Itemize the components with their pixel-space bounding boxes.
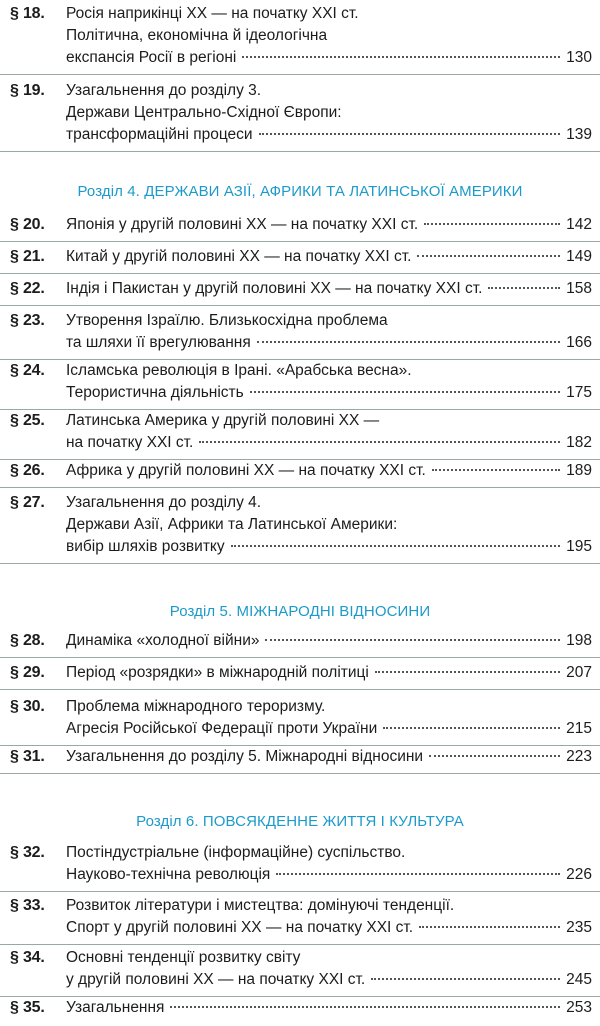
toc-entry[interactable] [0,410,600,460]
paragraph-number: § 23. [10,312,45,329]
entry-title-line: Узагальнення до розділу 3. [66,82,262,99]
paragraph-number: § 19. [10,82,45,99]
dot-leader [417,255,560,257]
paragraph-number: § 18. [10,5,45,22]
entry-last-line [66,746,592,768]
entry-title-line: Терористична діяльність [66,384,244,401]
entry-title [66,214,592,236]
entry-title [66,696,592,740]
page-number: 139 [566,126,592,143]
entry-last-line [66,662,592,684]
entry-title [66,895,592,939]
paragraph-number: § 34. [10,949,45,966]
paragraph-number: § 24. [10,362,45,379]
toc-entry[interactable] [0,746,600,774]
entry-last-line [66,124,592,146]
dot-leader [231,545,561,547]
section-number: Розділ 6. [136,813,199,830]
page-number: 142 [566,216,592,233]
toc-entry[interactable] [0,278,600,306]
toc-entry[interactable] [0,80,600,152]
entry-title [66,997,592,1019]
page-number: 149 [566,248,592,265]
paragraph-number: § 21. [10,248,45,265]
entry-title-line: Африка у другій половині XX — на початку XXI ст. [66,462,426,479]
entry-title-line: Науково-технічна революція [66,866,271,883]
dot-leader [276,873,560,875]
entry-title-line: Ісламська революція в Ірані. «Арабська весна». [66,362,412,379]
toc-entry[interactable] [0,246,600,274]
entry-title [66,278,592,300]
entry-last-line [66,460,592,482]
entry-title-line: на початку XXI ст. [66,434,194,451]
entry-title-line: Держави Центрально-Східної Європи: [66,104,342,121]
entry-last-line [66,969,592,991]
dot-leader [371,978,560,980]
section-heading [0,181,600,203]
entry-title [66,842,592,886]
toc-entry[interactable] [0,895,600,945]
toc-entry[interactable] [0,3,600,75]
toc-entry[interactable] [0,662,600,690]
entry-title-line: Агресія Російської Федерації проти України [66,720,378,737]
dot-leader [250,391,560,393]
page-number: 223 [566,748,592,765]
entry-title-line: Узагальнення до розділу 4. [66,494,262,511]
entry-title-line: Основні тенденції розвитку світу [66,949,301,966]
dot-leader [259,133,561,135]
page-number: 189 [566,462,592,479]
entry-title-line: експансія Росії в регіоні [66,49,237,66]
entry-title-line: трансформаційні процеси [66,126,253,143]
section-heading [0,811,600,833]
page-number: 253 [566,999,592,1016]
entry-title-line: Японія у другій половині XX — на початку XXI ст. [66,216,419,233]
entry-title-line: Латинська Америка у другій половині XX — [66,412,380,429]
entry-last-line [66,382,592,404]
entry-title-line: Спорт у другій половині XX — на початку XXI ст. [66,919,414,936]
paragraph-number: § 31. [10,748,45,765]
entry-title-line: Узагальнення до розділу 5. Міжнародні відносини [66,748,424,765]
paragraph-number: § 29. [10,664,45,681]
entry-title-line: Період «розрядки» в міжнародній політиці [66,664,369,681]
page-number: 158 [566,280,592,297]
dot-leader [242,56,560,58]
toc-entry[interactable] [0,310,600,360]
toc-entry[interactable] [0,997,600,1024]
dot-leader [429,755,560,757]
entry-title-line: Утворення Ізраїлю. Близькосхідна проблема [66,312,388,329]
entry-title [66,492,592,558]
entry-title-line: Розвиток літератури і мистецтва: домінуючі тенденції. [66,897,455,914]
dot-leader [199,441,560,443]
paragraph-number: § 20. [10,216,45,233]
toc-entry[interactable] [0,842,600,892]
paragraph-number: § 26. [10,462,45,479]
entry-title [66,460,592,482]
paragraph-number: § 22. [10,280,45,297]
entry-title [66,310,592,354]
toc-entry[interactable] [0,947,600,997]
dot-leader [383,727,560,729]
entry-title [66,410,592,454]
section-number: Розділ 4. [77,183,140,200]
entry-title-line: Політична, економічна й ідеологічна [66,27,328,44]
entry-last-line [66,47,592,69]
section-title-text: ДЕРЖАВИ АЗІЇ, АФРИКИ ТА ЛАТИНСЬКОЇ АМЕРИКИ [139,183,523,200]
entry-title [66,947,592,991]
page-number: 245 [566,971,592,988]
entry-last-line [66,917,592,939]
entry-title [66,246,592,268]
section-title-text: МІЖНАРОДНІ ВІДНОСИНИ [232,603,431,620]
entry-title-line: та шляхи її врегулювання [66,334,251,351]
page-number: 198 [566,632,592,649]
dot-leader [257,341,560,343]
paragraph-number: § 30. [10,698,45,715]
page-number: 207 [566,664,592,681]
entry-title-line: Проблема міжнародного тероризму. [66,698,326,715]
entry-last-line [66,246,592,268]
entry-last-line [66,997,592,1019]
entry-last-line [66,432,592,454]
section-heading [0,601,600,623]
section-number: Розділ 5. [169,603,233,620]
paragraph-number: § 25. [10,412,45,429]
entry-last-line [66,332,592,354]
page-number: 195 [566,538,592,555]
page-number: 175 [566,384,592,401]
page-number: 215 [566,720,592,737]
entry-title-line: вибір шляхів розвитку [66,538,225,555]
page-number: 235 [566,919,592,936]
dot-leader [424,223,560,225]
paragraph-number: § 33. [10,897,45,914]
entry-title-line: Росія наприкінці XX — на початку XXI ст. [66,5,359,22]
paragraph-number: § 28. [10,632,45,649]
page-number: 182 [566,434,592,451]
entry-title [66,662,592,684]
paragraph-number: § 32. [10,844,45,861]
entry-title [66,746,592,768]
dot-leader [488,287,560,289]
page-number: 166 [566,334,592,351]
entry-title [66,80,592,146]
toc-entry[interactable] [0,460,600,488]
entry-last-line [66,536,592,558]
entry-title-line: Узагальнення [66,999,165,1016]
entry-title-line: Держави Азії, Африки та Латинської Америки: [66,516,398,533]
toc-entry[interactable] [0,492,600,564]
paragraph-number: § 27. [10,494,45,511]
entry-last-line [66,718,592,740]
entry-title-line: у другій половині XX — на початку XXI ст. [66,971,366,988]
entry-last-line [66,864,592,886]
page-number: 130 [566,49,592,66]
entry-title-line: Індія і Пакистан у другій половині XX — на початку XXI ст. [66,280,483,297]
toc-entry[interactable] [0,630,600,658]
entry-title [66,360,592,404]
dot-leader [170,1006,560,1008]
dot-leader [419,926,560,928]
entry-last-line [66,278,592,300]
entry-title [66,630,592,652]
entry-title-line: Постіндустріальне (інформаційне) суспільство. [66,844,406,861]
dot-leader [265,639,560,641]
toc-entry[interactable] [0,214,600,242]
entry-title-line: Динаміка «холодної війни» [66,632,260,649]
section-title-text: ПОВСЯКДЕННЕ ЖИТТЯ І КУЛЬТУРА [198,813,464,830]
paragraph-number: § 35. [10,999,45,1016]
toc-entry[interactable] [0,696,600,746]
toc-entry[interactable] [0,360,600,410]
entry-title-line: Китай у другій половині XX — на початку XXI ст. [66,248,412,265]
entry-title [66,3,592,69]
dot-leader [432,469,560,471]
entry-last-line [66,630,592,652]
page-number: 226 [566,866,592,883]
dot-leader [375,671,560,673]
entry-last-line [66,214,592,236]
